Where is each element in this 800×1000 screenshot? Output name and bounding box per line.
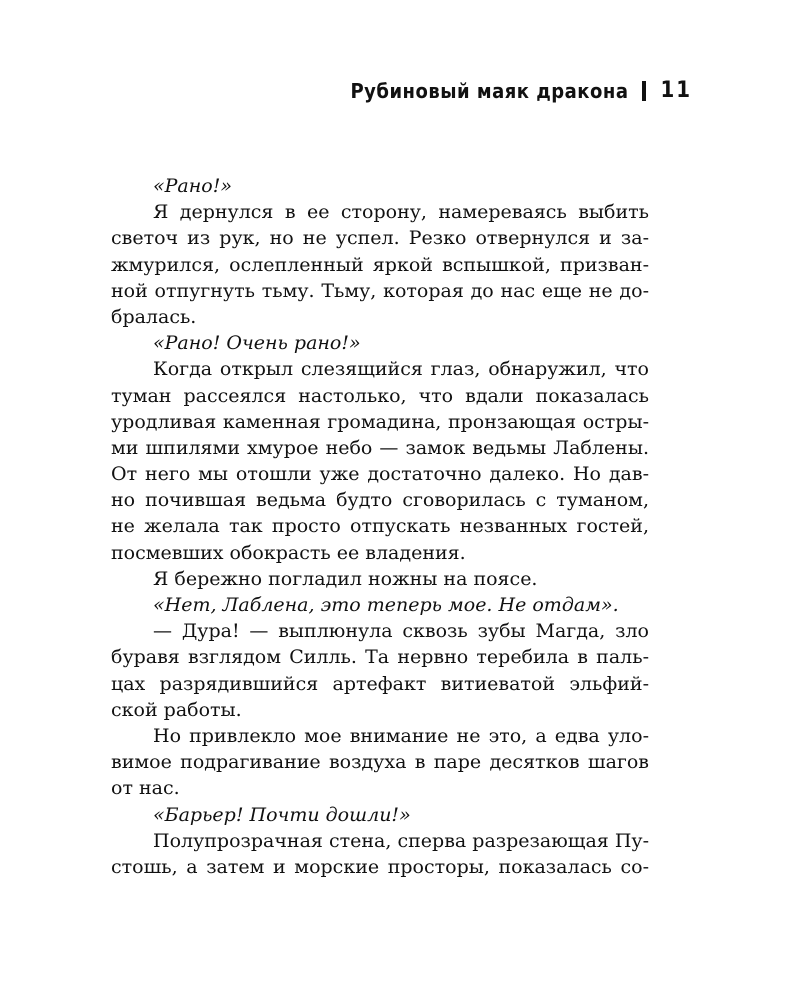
text-line: «Барьер! Почти дошли!» — [153, 803, 411, 826]
header-separator — [642, 81, 646, 101]
text-line: стошь, а затем и морские просторы, показалась со- — [111, 855, 649, 878]
text-line: ми шпилями хмурое небо — замок ведьмы Лаблены. — [111, 436, 649, 459]
text-line: посмевших обокрасть ее владения. — [111, 541, 466, 564]
text-line: «Рано!» — [153, 175, 232, 197]
text-line: уродливая каменная громадина, пронзающая остры- — [111, 410, 649, 433]
book-title: Рубиновый маяк дракона — [350, 78, 629, 103]
text-line: ской работы. — [111, 698, 242, 721]
text-line: вимое подрагивание воздуха в паре десятков шагов — [111, 751, 649, 774]
text-line: От него мы отошли уже достаточно далеко. Но дав- — [111, 463, 649, 486]
text-line: не желала так просто отпускать незванных гостей, — [111, 515, 649, 538]
text-line: бралась. — [111, 305, 197, 328]
body-text — [111, 173, 649, 880]
text-line: цах разрядившийся артефакт витиеватой эльфий- — [111, 672, 649, 695]
text-line: Но привлекло мое внимание не это, а едва уло- — [153, 724, 649, 747]
running-header — [350, 78, 692, 103]
text-line: туман рассеялся настолько, что вдали показалась — [111, 384, 649, 407]
text-line: но почившая ведьма будто сговорилась с туманом, — [111, 489, 649, 512]
text-line: ной отпугнуть тьму. Тьму, которая до нас еще не до- — [111, 279, 649, 302]
text-line: «Рано! Очень рано!» — [153, 332, 361, 355]
text-line: Я дернулся в ее сторону, намереваясь выбить — [153, 201, 649, 224]
text-line: Полупрозрачная стена, сперва разрезающая Пу- — [153, 829, 649, 852]
text-line: Я бережно погладил ножны на поясе. — [153, 567, 538, 590]
text-line: буравя взглядом Силль. Та нервно теребила в паль- — [111, 646, 649, 669]
text-line: Когда открыл слезящийся глаз, обнаружил, что — [153, 358, 649, 381]
text-line: — Дура! — выплюнула сквозь зубы Магда, зло — [153, 620, 649, 643]
text-line: «Нет, Лаблена, это теперь мое. Не отдам». — [153, 594, 619, 616]
text-line: светоч из рук, но не успел. Резко отвернулся и за- — [111, 227, 649, 250]
text-line: от нас. — [111, 777, 180, 800]
text-line: жмурился, ослепленный яркой вспышкой, призван- — [111, 253, 649, 276]
page-number: 11 — [660, 78, 692, 103]
